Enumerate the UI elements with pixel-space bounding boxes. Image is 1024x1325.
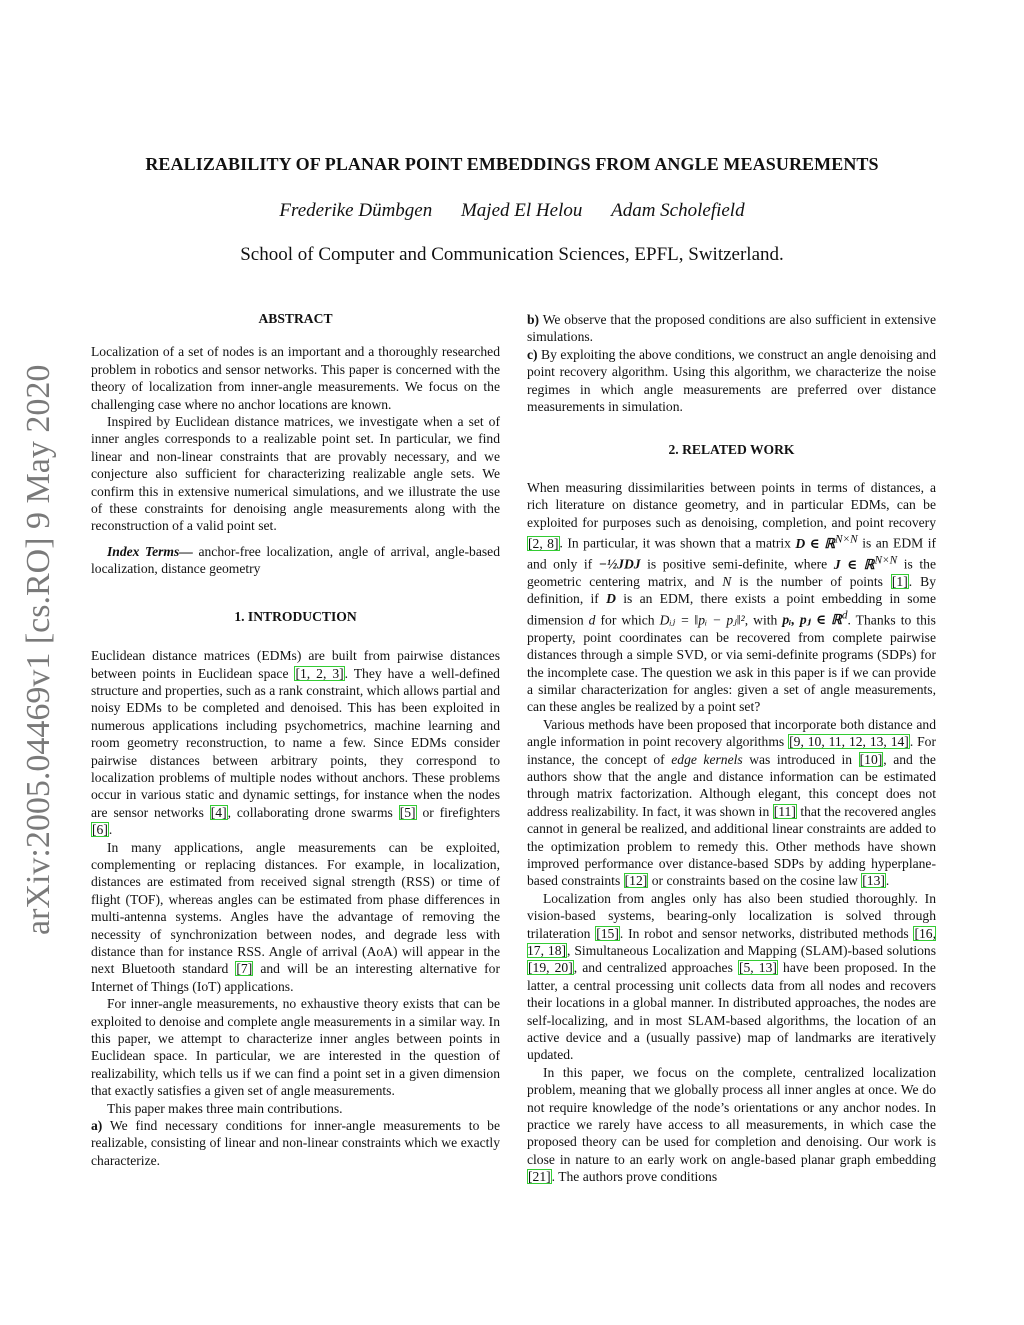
abstract-paragraph: Localization of a set of nodes is an important and a thoroughly researched problem in robotics and sensor networks. This paper is concerned with the theory of localization from inner-angle measurements. We focus on the challenging case where no anchor locations are known. [91, 344, 500, 412]
arxiv-stamp [20, 350, 64, 950]
text-run: In this paper, we focus on the complete, centralized localization problem, meaning that we globally process all inner angles at once. We do not require knowledge of the node’s orientations or any anchor nodes. In practice we rarely have access to all measurements, in which case the proposed theory can be used for completion and denoising. Our work is close in nature to an early work on angle-based planar graph embedding [527, 1064, 936, 1167]
citation-link[interactable]: [13] [862, 873, 885, 889]
text-run: is an EDM if and only if [527, 535, 937, 572]
contribution-c [527, 346, 936, 416]
abstract-heading: ABSTRACT [258, 311, 333, 326]
paper-title: REALIZABILITY OF PLANAR POINT EMBEDDINGS FROM ANGLE MEASUREMENTS [145, 154, 879, 174]
text-run: was introduced in [749, 751, 853, 767]
math-superscript: d [841, 609, 848, 622]
text-run: , and centralized approaches [573, 960, 733, 976]
citation-link[interactable]: [4] [210, 804, 227, 820]
text-run: is the number of points [739, 573, 883, 589]
math-text: D ∈ ℝ [795, 535, 835, 551]
author-name: Adam Scholefield [611, 200, 745, 221]
related-paragraph [527, 1064, 936, 1186]
text-run: . For instance, the concept of [527, 734, 936, 767]
text-run: . [108, 822, 113, 838]
related-paragraph [527, 890, 936, 1064]
text-run: for which [600, 612, 655, 628]
citation-link[interactable]: [16, 17, 18] [527, 925, 936, 958]
text-run: , Simultaneous Localization and Mapping (SLAM)-based solutions [567, 943, 937, 958]
text-run: . The authors prove conditions [551, 1169, 718, 1185]
text-run: . Thanks to this property, point coordinates can be recovered from complete pairwise distances through a simple SVD, or via semi-definite programs (SDPs) for the incomplete case. The question we ask in this paper is if we can provide a similar characterization for angles: given a set of angle measurements, can these angles be realized by a point set? [527, 612, 936, 715]
math-inline: −½JDJ [598, 556, 641, 572]
related-heading: 2. RELATED WORK [668, 442, 795, 458]
citation-link[interactable]: [9, 10, 11, 12, 13, 14] [789, 734, 909, 750]
related-paragraph [527, 716, 936, 890]
math-superscript: N×N [874, 554, 898, 566]
contribution-label: b) [527, 312, 540, 327]
contribution-label: a) [91, 1118, 103, 1134]
citation-link[interactable]: [21] [528, 1169, 551, 1185]
contribution-text: We find necessary conditions for inner-angle measurements to be realizable, consisting of linear and non-linear constraints which we exactly characterize. [91, 1118, 500, 1168]
math-inline [833, 554, 898, 572]
citation-link[interactable]: [5] [399, 804, 416, 820]
math-inline [795, 533, 858, 551]
citation-link[interactable]: [12] [624, 873, 648, 889]
intro-paragraph [91, 839, 500, 996]
citation-link[interactable]: [7] [236, 961, 253, 977]
citation-link[interactable]: [19, 20] [528, 960, 573, 976]
citation-link[interactable]: [6] [92, 822, 108, 838]
emphasis: edge kernels [671, 751, 743, 767]
text-run: . [885, 873, 890, 889]
intro-paragraph [91, 647, 500, 838]
math-text: pᵢ, pⱼ ∈ ℝ [782, 612, 842, 628]
math-inline: d [588, 612, 596, 628]
citation-link[interactable]: [1, 2, 3] [295, 665, 344, 681]
intro-paragraph: For inner-angle measurements, no exhaustive theory exists that can be exploited to denoise and complete angle measurements in a similar way. In this paper, we attempt to characterize inner angles between points in Euclidean space. In particular, we are interested in the question of realizability, which tells us if we can find a point set in a given dimension that exactly satisfies a given set of angle measurements. [91, 996, 500, 1099]
author-list [0, 200, 1024, 222]
text-run: that the recovered angles cannot in general be realized, and additional linear constraints are added to the optimization problem to remedy this. Other methods have shown improved performance over distance-based SDPs by adding hyperplane-based constraints [527, 803, 937, 889]
contribution-text: By exploiting the above conditions, we construct an angle denoising and point recovery algorithm. Using this algorithm, we characterize the noise regimes in which angle measurements are preferred over distance measurements in simulation. [527, 346, 936, 415]
contribution-text: We observe that the proposed conditions are also sufficient in extensive simulations. [527, 312, 936, 345]
contribution-b [527, 311, 936, 346]
arxiv-stamp-text: arXiv:2005.04469v1 [cs.RO] 9 May 2020 [20, 364, 57, 936]
text-run: Euclidean distance matrices (EDMs) are built from pairwise distances between points in Euclidean space [91, 648, 500, 681]
text-run: . By definition, if [527, 573, 936, 607]
text-run: . In particular, it was shown that a matrix [559, 535, 791, 551]
text-run: . In robot and sensor networks, distributed methods [619, 925, 909, 941]
intro-heading: 1. INTRODUCTION [234, 608, 357, 624]
math-superscript: N×N [834, 533, 858, 546]
text-run: Localization from angles only has also been studied thoroughly. In vision-based systems, bearing-only localization is solved through trilateration [527, 890, 936, 941]
math-inline: D [606, 591, 616, 607]
contribution-label: c) [527, 346, 538, 362]
text-run: In many applications, angle measurements can be exploited, complementing or replacing distances. For example, in localization, distances are estimated from received signal strength (RSS) or time of flight (TOF), whereas angles can be estimated from phase differences in multi-antenna systems. Angles have the advantage of removing the necessity of synchronization between nodes, and degrade less with distance than for instance RSS. Angle of arrival (AoA) will appear in the next Bluetooth standard [91, 839, 500, 977]
text-run: or constraints based on the cosine law [651, 873, 858, 889]
citation-link[interactable]: [2, 8] [528, 535, 559, 551]
index-terms-label: Index Terms— [107, 543, 193, 559]
related-paragraph [527, 479, 936, 716]
citation-link[interactable]: [11] [773, 803, 796, 819]
left-column [91, 310, 500, 1169]
math-inline [782, 609, 848, 628]
index-terms [91, 543, 500, 578]
math-inline: Dᵢⱼ = ‖pᵢ − pⱼ‖² [659, 612, 745, 628]
citation-link[interactable]: [1] [891, 573, 908, 589]
text-run: or firefighters [416, 804, 501, 820]
citation-link[interactable]: [10] [859, 751, 883, 767]
citation-link[interactable]: [5, 13] [738, 960, 777, 976]
text-run: , with [744, 612, 778, 628]
math-text: J ∈ ℝ [833, 556, 875, 572]
text-run: is an EDM, there exists a point embedding in some dimension [527, 591, 936, 628]
text-run: and will be an interesting alternative for Internet of Things (IoT) applications. [91, 961, 500, 994]
text-run: , and the authors show that the angle and distance information can be estimated through matrix factorization. Although elegant, this concept does not address realizability. In fact, it was shown in [527, 751, 936, 819]
abstract-paragraph: Inspired by Euclidean distance matrices, we investigate when a set of inner angles corresponds to a realizable point set. In particular, we find linear and non-linear constraints that are provably necessary, and we conjecture also sufficient for characterizing realizable angle sets. We confirm this in extensive numerical simulations, and we illustrate the use of these constraints for denoising angle measurements along with the reconstruction of a valid point set. [91, 414, 500, 534]
text-run: , collaborating drone swarms [227, 804, 393, 820]
math-inline: N [722, 573, 732, 589]
author-name: Majed El Helou [460, 200, 583, 221]
intro-paragraph: This paper makes three main contributions. [107, 1100, 343, 1116]
affiliation: School of Computer and Communication Sciences, EPFL, Switzerland. [240, 244, 784, 265]
text-run: is the geometric centering matrix, and [527, 556, 936, 589]
text-run: is positive semi-definite, where [647, 556, 828, 572]
text-run: have been proposed. In the latter, a central processing unit collects data from all nodes and recovers their locations in a global manner. In distributed approaches, the nodes are self-localizing, and in most SLAM-based algorithms, the location of an active device and a (usually passive) map of landmarks are iteratively updated. [527, 960, 936, 1063]
index-terms-text: anchor-free localization, angle of arrival, angle-based localization, distance geometry [91, 543, 501, 577]
citation-link[interactable]: [15] [596, 925, 619, 941]
text-run: Various methods have been proposed that incorporate both distance and angle information in point recovery algorithms [527, 716, 936, 750]
text-run: . They have a well-defined structure and properties, such as a rank constraint, which allows partial and noisy EDMs to be completed and denoised. This has been exploited in numerous applications including psychometrics, machine learning and room geometry reconstruction, to name a few. Since EDMs consider pairwise distances between arbitrary points, they correspond to localization problems of multiple nodes without anchors. These problems occur in various static and dynamic settings, for instance when the nodes are sensor networks [91, 665, 500, 820]
text-run: When measuring dissimilarities between points in terms of distances, a rich literature on distance geometry, and in particular EDMs, can be exploited for purposes such as denoising, completion, and point recovery [527, 479, 936, 530]
right-column [527, 311, 936, 1186]
contribution-a [91, 1117, 500, 1169]
author-name: Frederike Dümbgen [279, 200, 433, 221]
